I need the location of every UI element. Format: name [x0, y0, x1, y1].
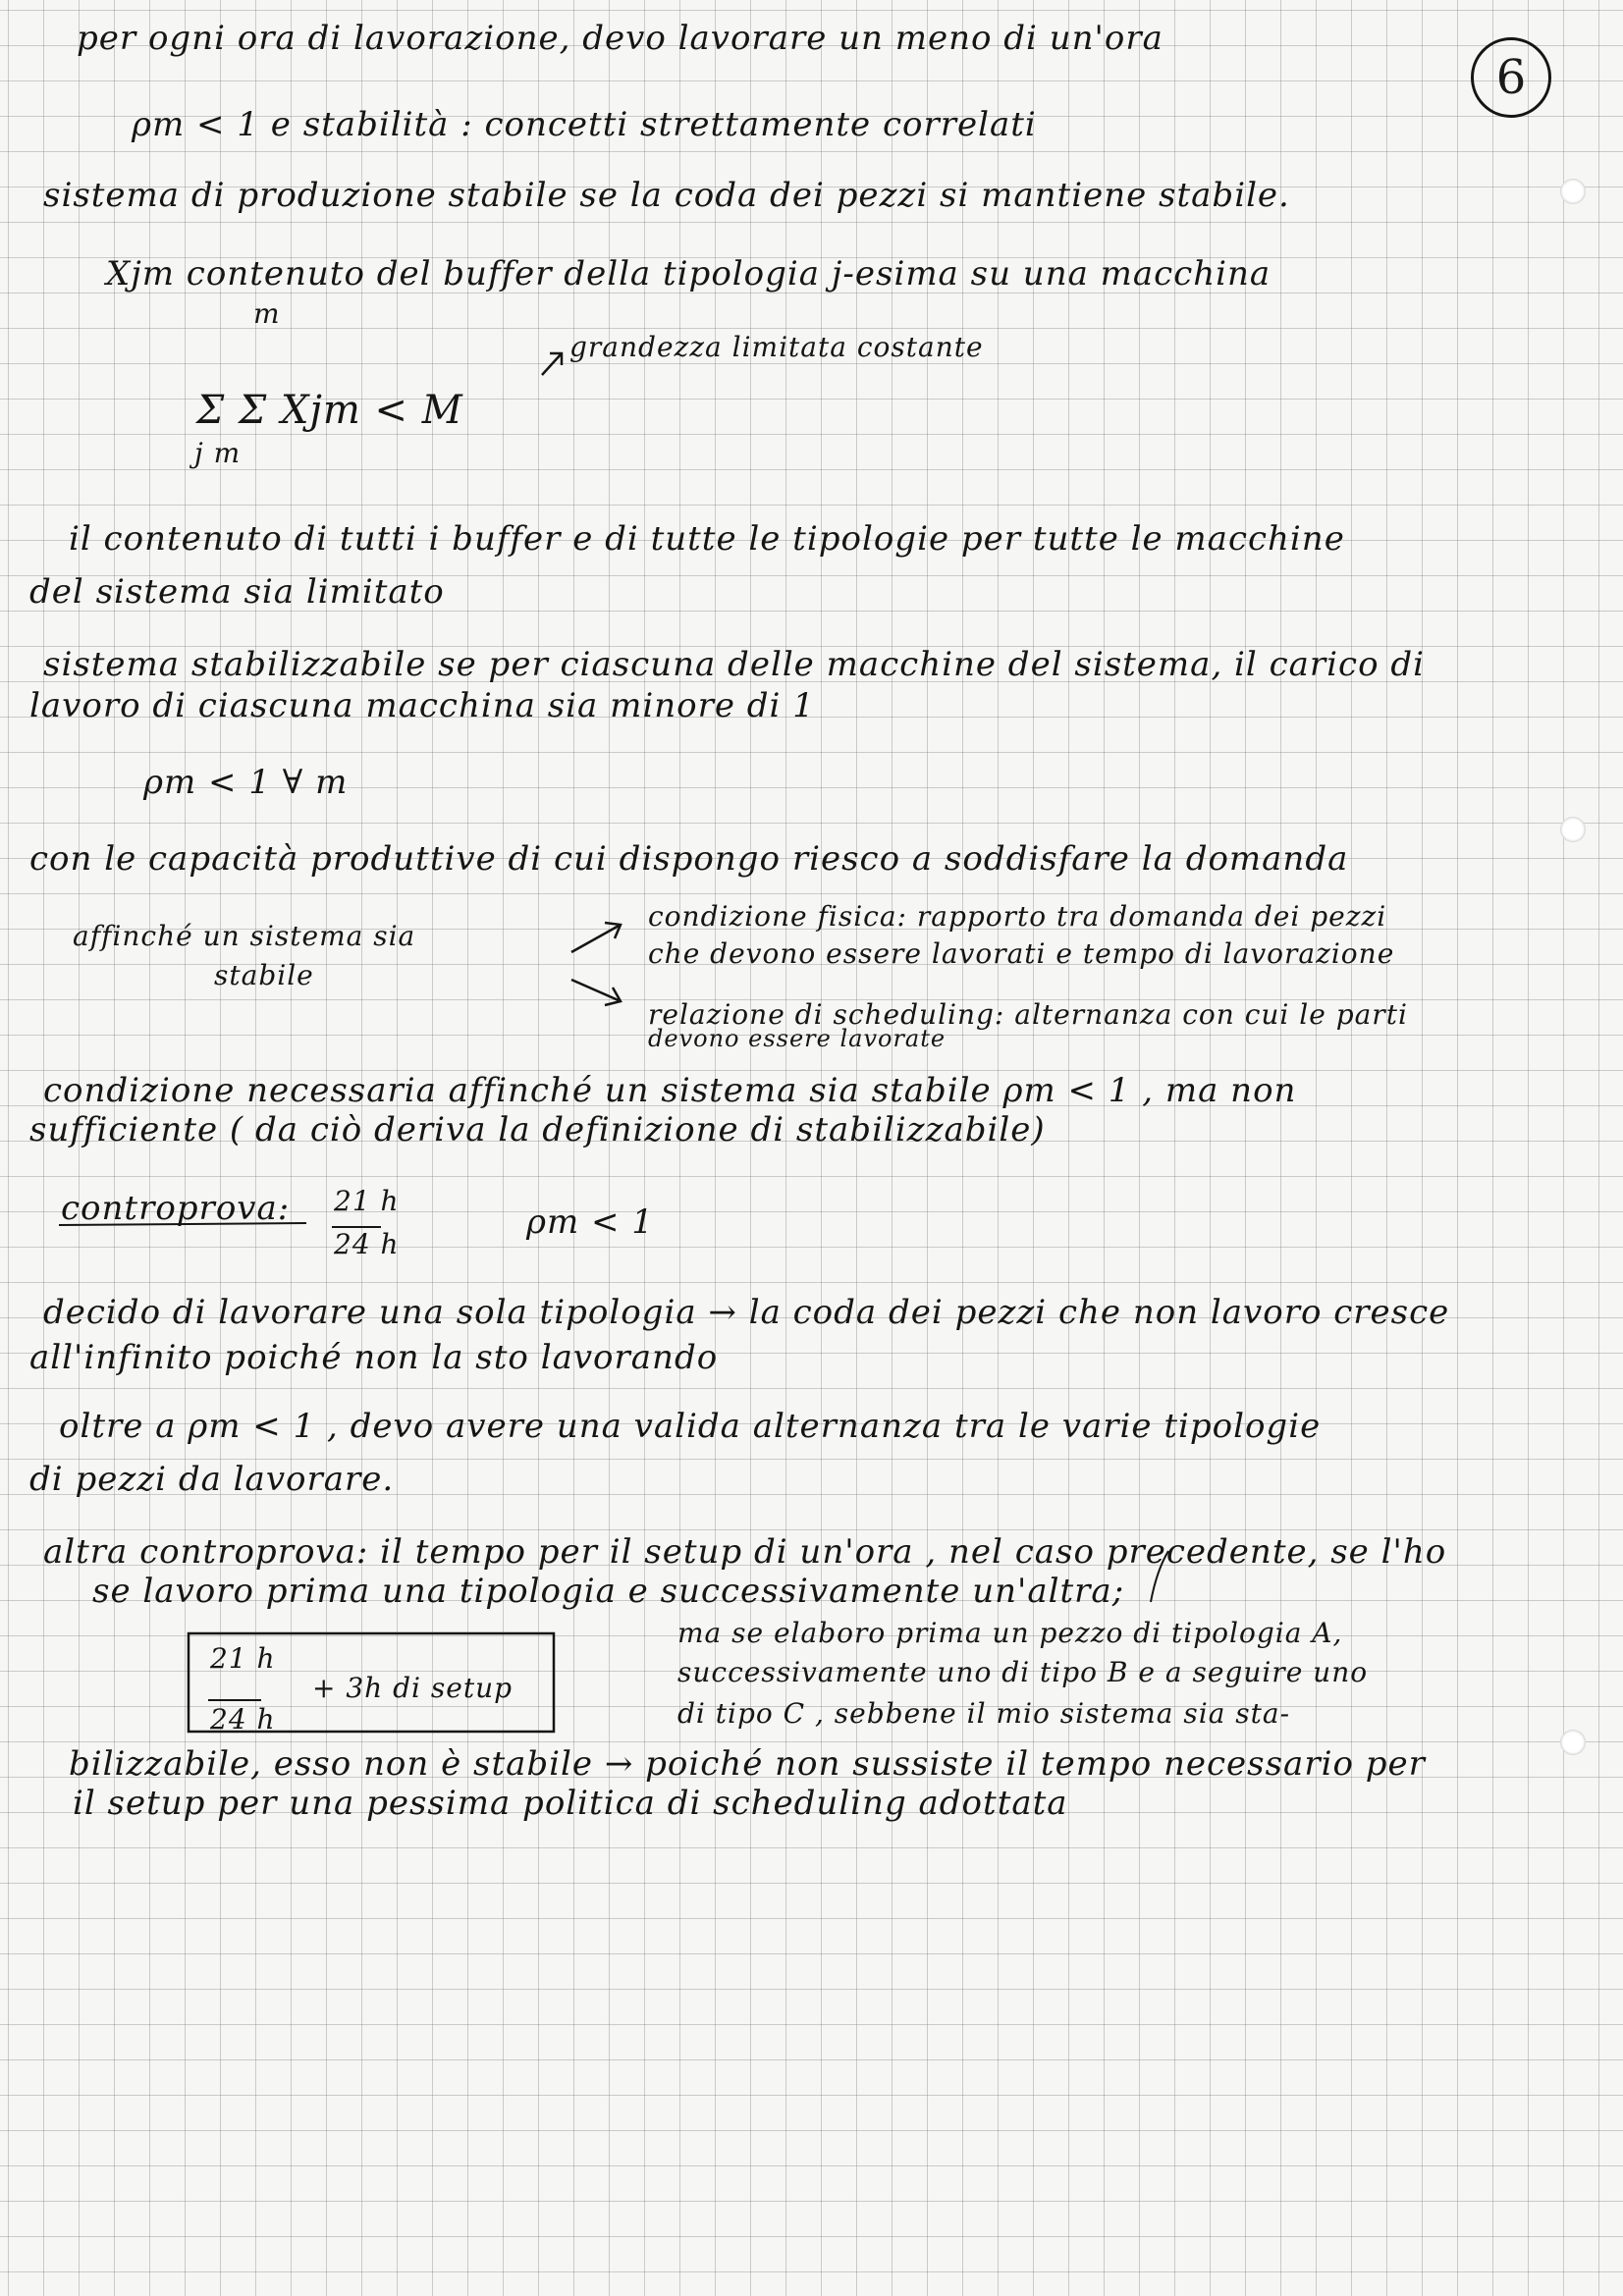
- text-line: all'infinito poiché non la sto lavorando: [29, 1338, 719, 1377]
- text-line: sistema stabilizzabile se per ciascuna delle macchine del sistema, il carico di: [43, 645, 1426, 684]
- page-number: 6: [1471, 37, 1551, 118]
- formula-subscripts: j m: [194, 437, 242, 469]
- annotation: grandezza limitata costante: [569, 331, 984, 363]
- text-line: controprova:: [61, 1189, 291, 1228]
- text-line: sufficiente ( da ciò deriva la definizione di stabilizzabile): [29, 1110, 1046, 1149]
- text-line: condizione fisica: rapporto tra domanda dei pezzi: [648, 900, 1387, 933]
- text-line: il contenuto di tutti i buffer e di tutte le tipologie per tutte le macchine: [69, 519, 1345, 559]
- text-line: lavoro di ciascuna macchina sia minore di 1: [29, 686, 815, 725]
- text-line: di tipo C , sebbene il mio sistema sia sta-: [677, 1697, 1291, 1730]
- fraction-denominator: 24 h: [334, 1228, 400, 1260]
- text-line: stabile: [214, 959, 314, 991]
- formula: Σ Σ Xjm < M: [196, 388, 463, 433]
- text-line: di pezzi da lavorare.: [29, 1460, 395, 1499]
- text-line: + 3h di setup: [312, 1672, 514, 1704]
- text-line: che devono essere lavorati e tempo di lavorazione: [648, 937, 1395, 970]
- text-line: per ogni ora di lavorazione, devo lavorare un meno di un'ora: [77, 19, 1163, 58]
- arrow-icon: [542, 353, 562, 375]
- arrow-icon: [571, 980, 621, 1005]
- text-line: Xjm contenuto del buffer della tipologia j-esima su una macchina: [106, 254, 1271, 294]
- text-line: del sistema sia limitato: [29, 572, 445, 612]
- text-line: bilizzabile, esso non è stabile → poiché non sussiste il tempo necessario per: [69, 1744, 1426, 1784]
- text-line: successivamente uno di tipo B e a seguire uno: [677, 1656, 1369, 1688]
- text-line: affinché un sistema sia: [73, 920, 416, 952]
- formula: ρm < 1 ∀ m: [143, 763, 349, 802]
- fraction-denominator: 24 h: [210, 1703, 276, 1735]
- fraction-numerator: 21 h: [210, 1642, 276, 1675]
- formula: ρm < 1: [526, 1202, 654, 1242]
- text-line: altra controprova: il tempo per il setup di un'ora , nel caso precedente, se l'ho: [43, 1532, 1447, 1572]
- text-line: sistema di produzione stabile se la coda dei pezzi si mantiene stabile.: [43, 176, 1290, 215]
- text-line: oltre a ρm < 1 , devo avere una valida alternanza tra le varie tipologie: [59, 1407, 1322, 1446]
- text-line: condizione necessaria affinché un sistema sia stabile ρm < 1 , ma non: [43, 1071, 1297, 1110]
- text-line: devono essere lavorate: [648, 1025, 947, 1052]
- arrow-icon: [571, 923, 621, 952]
- text-line: ρm < 1 e stabilità : concetti strettamente correlati: [132, 105, 1037, 144]
- text-line: m: [253, 297, 281, 330]
- text-line: ma se elaboro prima un pezzo di tipologia A,: [677, 1617, 1343, 1649]
- text-line: con le capacità produttive di cui dispongo riesco a soddisfare la domanda: [29, 839, 1349, 879]
- text-line: il setup per una pessima politica di scheduling adottata: [73, 1784, 1068, 1823]
- text-line: decido di lavorare una sola tipologia → la coda dei pezzi che non lavoro cresce: [43, 1293, 1450, 1332]
- text-line: relazione di scheduling: alternanza con cui le parti: [648, 998, 1408, 1031]
- fraction-numerator: 21 h: [334, 1185, 400, 1217]
- text-line: se lavoro prima una tipologia e successivamente un'altra;: [92, 1572, 1125, 1611]
